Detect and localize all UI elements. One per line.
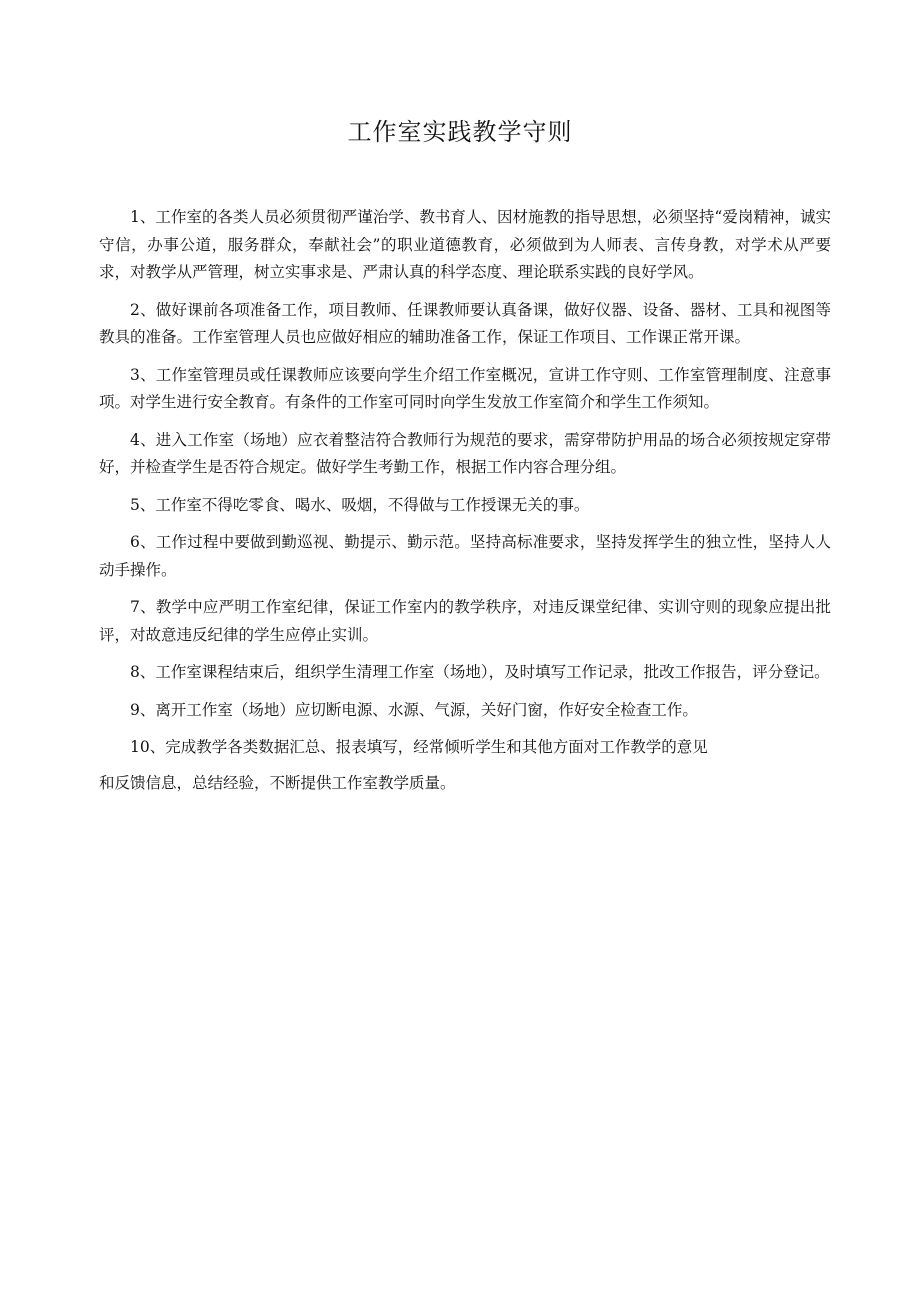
rule-paragraph-1: 1、工作室的各类人员必须贯彻严谨治学、教书育人、因材施教的指导思想，必须坚持“爱岗精神，诚实守信，办事公道，服务群众，奉献社会”的职业道德教育，必须做到为人师表、言传身教，对学术从严要求，对教学从严管理，树立实事求是、严肃认真的科学态度、理论联系实践的良好学风。 [99,208,831,281]
rule-paragraph-9: 9、离开工作室（场地）应切断电源、水源、气源，关好门窗，作好安全检查工作。 [130,700,698,719]
rule-paragraph-8: 8、工作室课程结束后，组织学生清理工作室（场地），及时填写工作记录，批改工作报告，评分登记。 [130,663,830,681]
rule-paragraph-2: 2、做好课前各项准备工作，项目教师、任课教师要认真备课，做好仪器、设备、器材、工具和视图等教具的准备。工作室管理人员也应做好相应的辅助准备工作，保证工作项目、工作课正常开课。 [99,300,831,346]
rule-paragraph-7: 7、教学中应严明工作室纪律，保证工作室内的教学秩序，对违反课堂纪律、实训守则的现象应提出批评，对故意违反纪律的学生应停止实训。 [99,598,831,644]
rule-paragraph-6: 6、工作过程中要做到勤巡视、勤提示、勤示范。坚持高标准要求，坚持发挥学生的独立性，坚持人人动手操作。 [99,533,831,579]
rule-paragraph-3: 3、工作室管理员或任课教师应该要向学生介绍工作室概况，宣讲工作守则、工作室管理制度、注意事项。对学生进行安全教育。有条件的工作室可同时向学生发放工作室简介和学生工作须知。 [99,365,831,411]
rule-paragraph-4: 4、进入工作室（场地）应衣着整洁符合教师行为规范的要求，需穿带防护用品的场合必须按规定穿带好，并检查学生是否符合规定。做好学生考勤工作，根据工作内容合理分组。 [99,430,831,476]
rule-paragraph-5: 5、工作室不得吃零食、喝水、吸烟，不得做与工作授课无关的事。 [130,495,590,514]
rule-paragraph-10-line-2: 和反馈信息，总结经验，不断提供工作室教学质量。 [99,773,456,792]
rule-paragraph-10-line-1: 10、完成教学各类数据汇总、报表填写，经常倾听学生和其他方面对工作教学的意见 [130,738,708,756]
rule-paragraph-10 [99,734,831,797]
document-body [99,204,831,807]
document-title: 工作室实践教学守则 [347,118,573,146]
